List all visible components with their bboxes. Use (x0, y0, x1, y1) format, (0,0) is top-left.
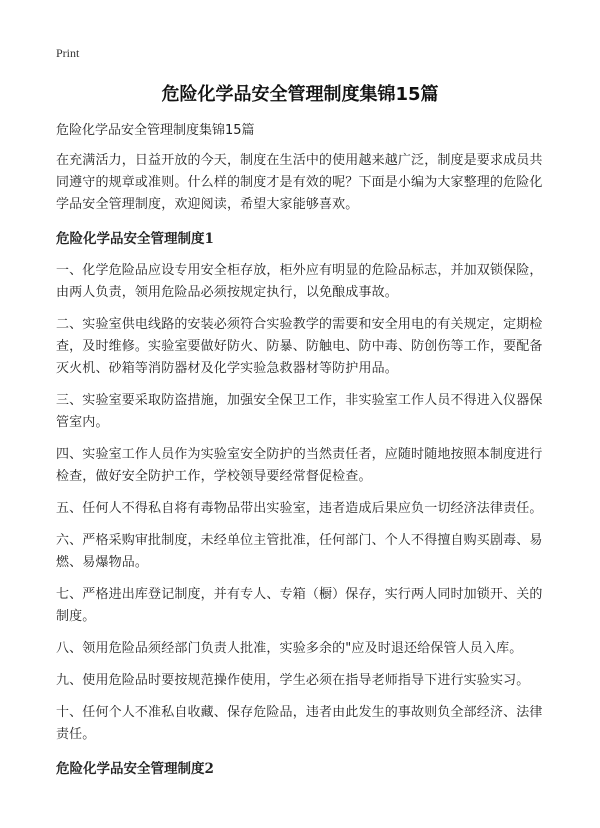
rule-paragraph: 七、严格进出库登记制度，并有专人、专箱（橱）保存，实行两人同时加锁开、关的制度。 (56, 587, 543, 624)
rule-paragraph: 四、实验室工作人员作为实验室安全防护的当然责任者，应随时随地按照本制度进行检查，做好安全防护工作，学校领导要经常督促检查。 (56, 447, 543, 484)
rule-paragraph: 三、实验室要采取防盗措施，加强安全保卫工作，非实验室工作人员不得进入仪器保管室内。 (56, 393, 543, 430)
rule-paragraph: 二、实验室供电线路的安装必须符合实验教学的需要和安全用电的有关规定，定期检查，及时维修。实验室要做好防火、防暴、防触电、防中毒、防创伤等工作，要配备灭火机、砂箱等消防器材及化学实验急救器材等防护用品。 (56, 317, 543, 376)
rules-list (56, 260, 548, 746)
intro-paragraph: 在充满活力，日益开放的今天，制度在生活中的使用越来越广泛，制度是要求成员共同遵守的规章或准则。什么样的制度才是有效的呢？下面是小编为大家整理的危险化学品安全管理制度，欢迎阅读，希望大家能够喜欢。 (56, 153, 543, 212)
document-body (56, 120, 548, 790)
rule-paragraph: 一、化学危险品应设专用安全柜存放，柜外应有明显的危险品标志，并加双锁保险，由两人负责，领用危险品必须按规定执行，以免酿成事故。 (56, 263, 543, 300)
document-title: 危险化学品安全管理制度集锦15篇 (161, 84, 439, 105)
section-heading: 危险化学品安全管理制度2 (56, 761, 214, 777)
rule-paragraph: 八、领用危险品须经部门负责人批准，实验多余的"应及时退还给保管人员入库。 (56, 641, 523, 656)
rule-paragraph: 十、任何个人不准私自收藏、保存危险品，违者由此发生的事故则负全部经济、法律责任。 (56, 705, 543, 742)
rule-paragraph: 六、严格采购审批制度，未经单位主管批准，任何部门、个人不得擅自购买剧毒、易燃、易爆物品。 (56, 533, 543, 570)
print-link[interactable]: Print (56, 46, 80, 60)
rule-paragraph: 九、使用危险品时要按规范操作使用，学生必须在指导老师指导下进行实验实习。 (56, 673, 530, 688)
section-heading: 危险化学品安全管理制度1 (56, 231, 214, 247)
rule-paragraph: 五、任何人不得私自将有毒物品带出实验室，违者造成后果应负一切经济法律责任。 (56, 501, 543, 516)
document-subtitle: 危险化学品安全管理制度集锦15篇 (56, 123, 255, 138)
